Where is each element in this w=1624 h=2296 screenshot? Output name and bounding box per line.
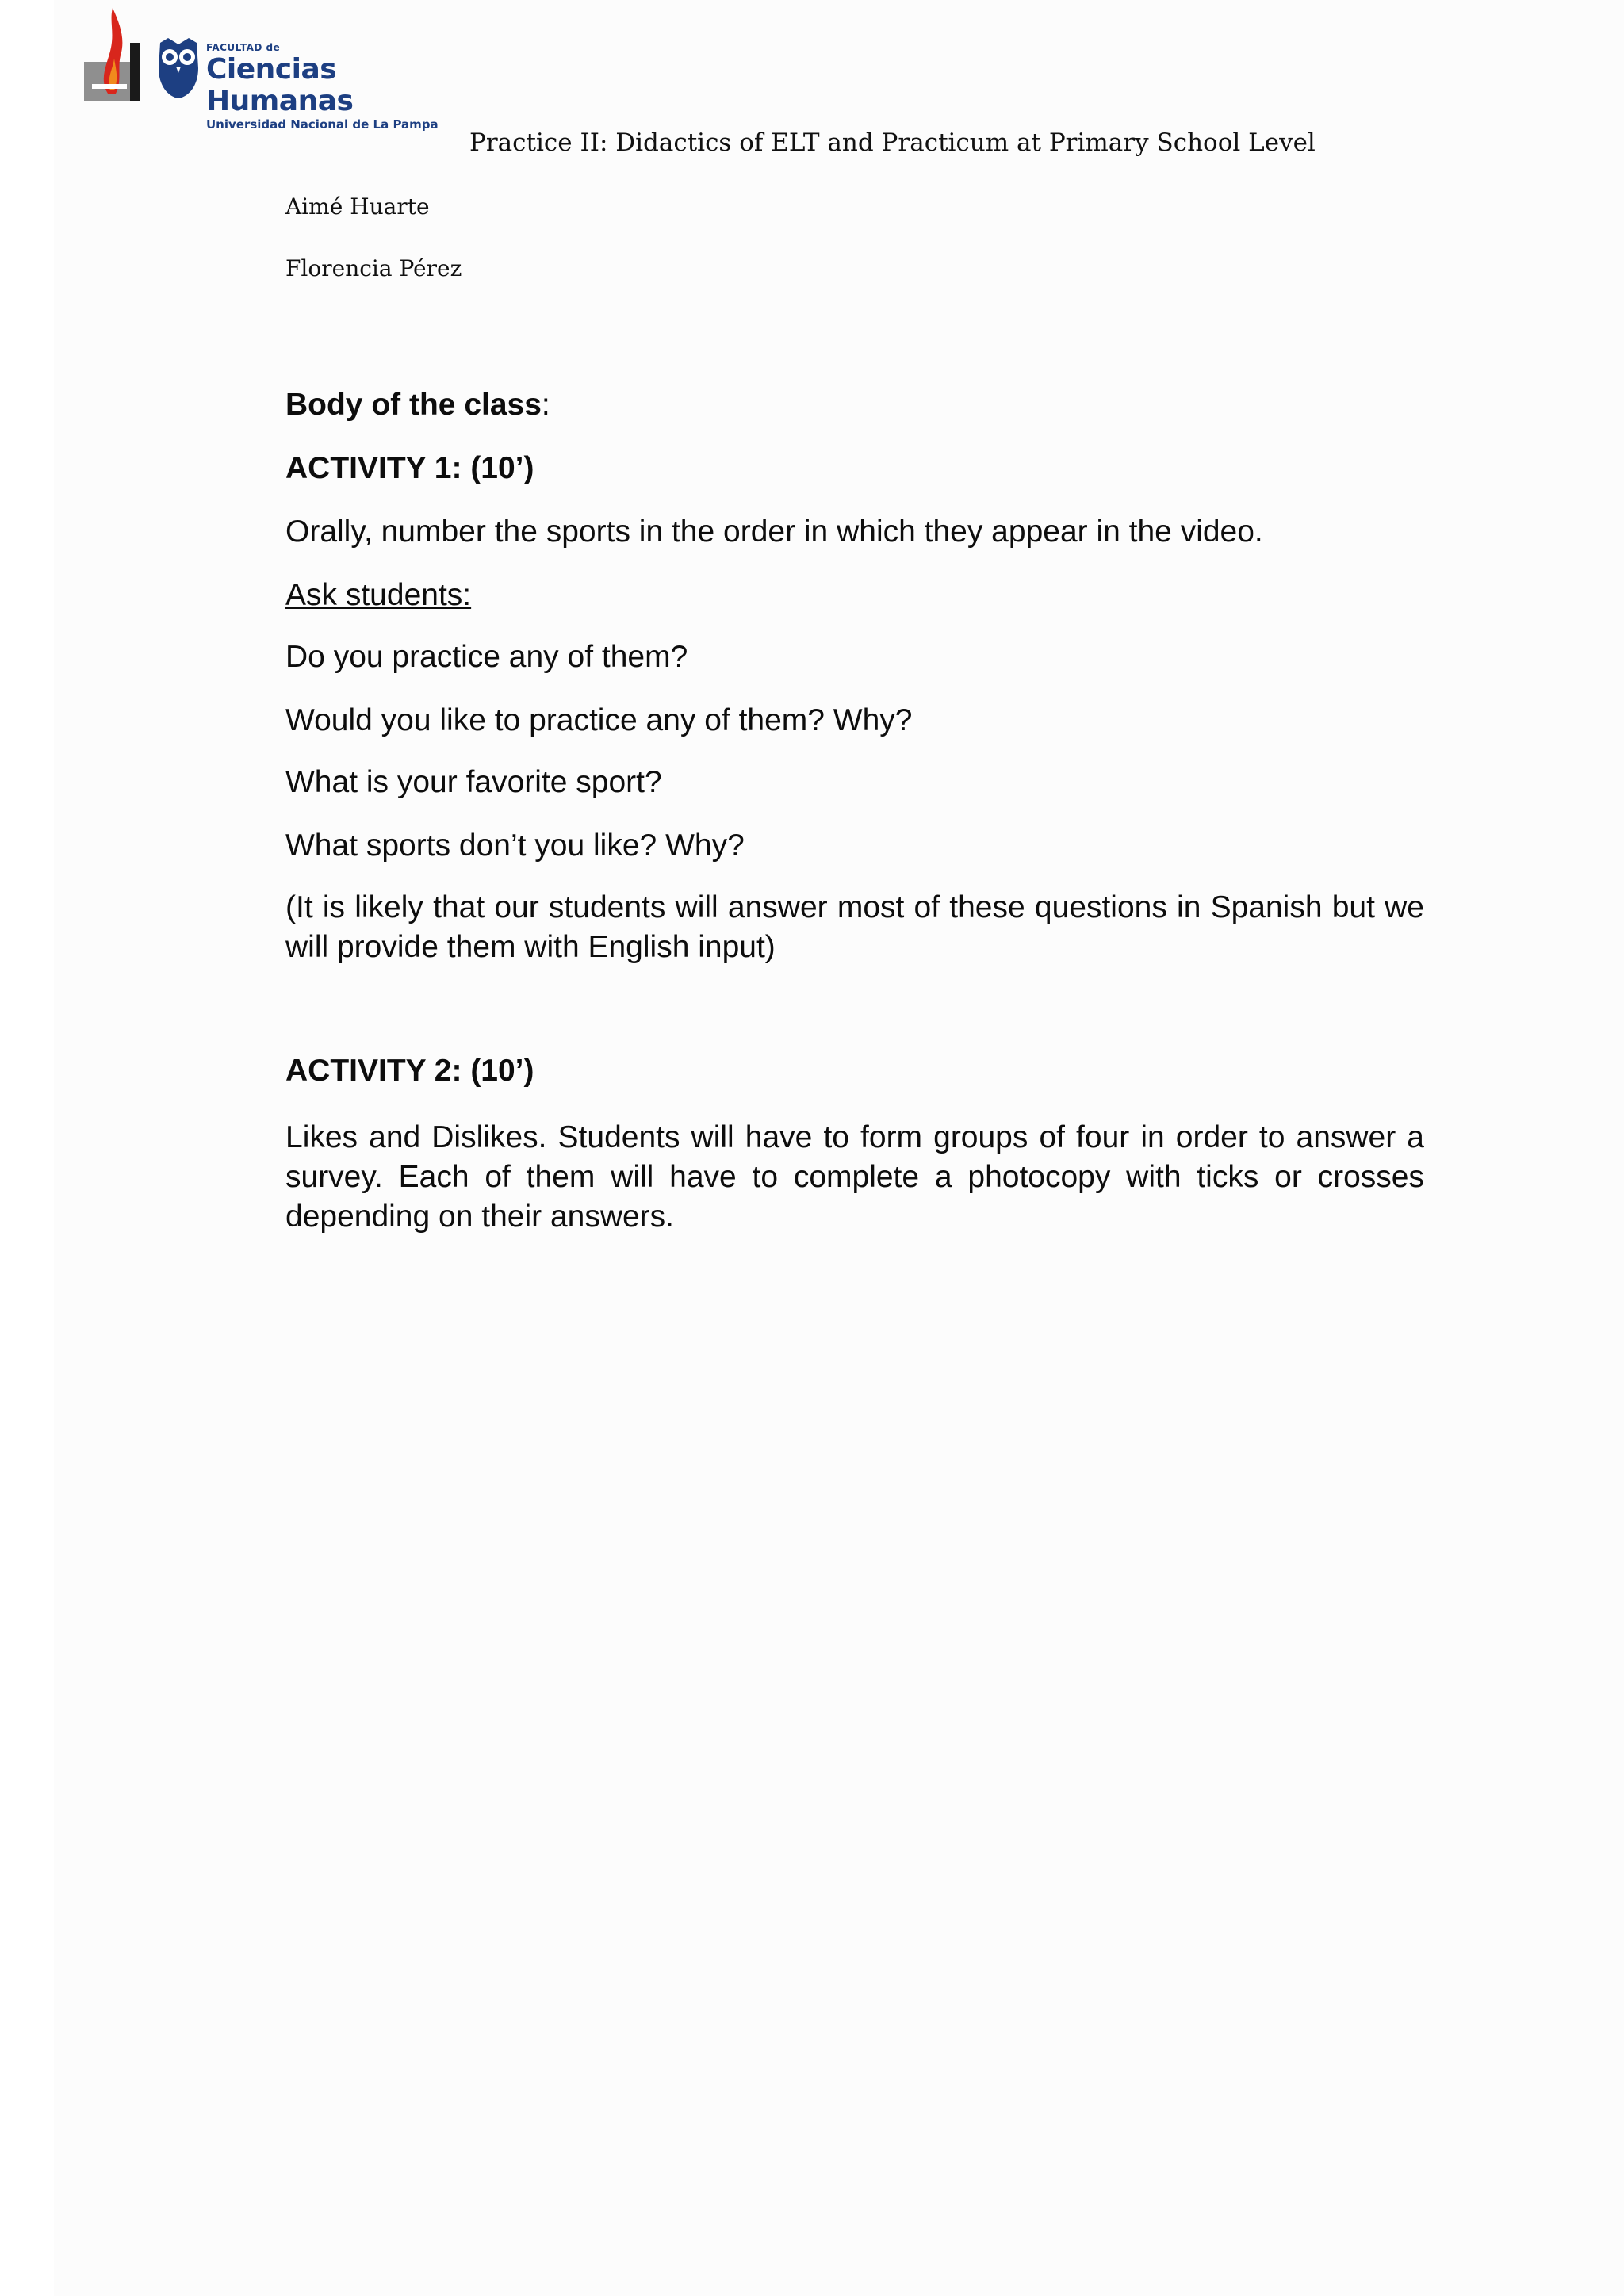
logo-university: Universidad Nacional de La Pampa xyxy=(206,117,439,132)
question-item: What is your favorite sport? xyxy=(285,765,662,799)
logo-text xyxy=(206,41,460,132)
section-heading-colon: : xyxy=(541,388,550,422)
document-page xyxy=(54,0,1624,2296)
logo-faculty-name: Ciencias Humanas xyxy=(206,53,354,117)
question-item: Do you practice any of them? xyxy=(285,640,688,674)
activity-1-instruction: Orally, number the sports in the order in which they appear in the video. xyxy=(285,515,1263,549)
owl-icon xyxy=(155,36,201,100)
question-item: What sports don’t you like? Why? xyxy=(285,828,745,863)
flame-logo-icon xyxy=(84,8,143,103)
document-title: Practice II: Didactics of ELT and Practicum at Primary School Level xyxy=(469,128,1316,157)
author-name: Florencia Pérez xyxy=(285,255,462,281)
author-name: Aimé Huarte xyxy=(285,193,430,220)
question-item: Would you like to practice any of them? Why? xyxy=(285,703,913,737)
ask-students-label: Ask students: xyxy=(285,578,472,612)
logo-faculty-small: FACULTAD de xyxy=(206,42,281,53)
activity-2-heading: ACTIVITY 2: (10’) xyxy=(285,1054,534,1088)
activity-1-heading: ACTIVITY 1: (10’) xyxy=(285,451,534,485)
section-heading xyxy=(285,385,1424,425)
activity-1-note: (It is likely that our students will answer most of these questions in Spanish but we will provide them with English input) xyxy=(285,890,1424,964)
faculty-logo xyxy=(84,8,457,132)
activity-2-description: Likes and Dislikes. Students will have to form groups of four in order to answer a survey. Each of them will have to complete a photocopy with ticks or crosses depending on their answers. xyxy=(285,1120,1424,1234)
section-heading-text: Body of the class xyxy=(285,388,542,422)
